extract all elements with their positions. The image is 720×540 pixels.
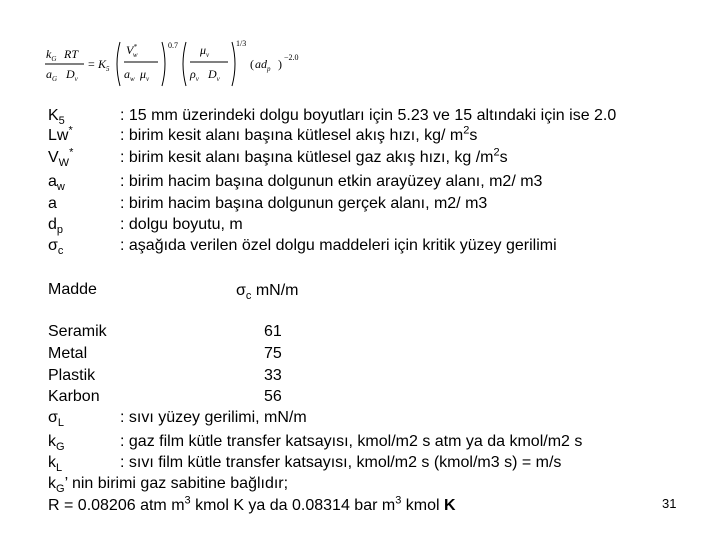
definition-text: : sıvı film kütle transfer katsayısı, kmol/m2 s (kmol/m3 s) = m/s xyxy=(120,454,562,471)
gas-constant-values: R = 0.08206 atm $m^3$ kmol K ya da 0.08314 bar $m^3$ kmol K xyxy=(48,494,456,514)
factor2-exponent: 1/3 xyxy=(236,39,247,48)
equals-sign: = xyxy=(88,57,95,71)
definition-text: : gaz film kütle transfer katsayısı, kmol/m2 s atm ya da kmol/m2 s xyxy=(120,433,583,450)
definition-symbol: Lw* xyxy=(48,124,73,144)
factor1-exponent: 0.7 xyxy=(168,41,178,50)
lhs-denominator-b: $D_v$ xyxy=(66,67,78,83)
definition-symbol: $V_W^*$ xyxy=(48,146,74,170)
definition-text: : 15 mm üzerindeki dolgu boyutları için 5.23 ve 15 altındaki için ise 2.0 xyxy=(120,107,617,124)
definition-text: : birim hacim başına dolgunun etkin arayüzey alanı, m2/ m3 xyxy=(120,173,543,190)
gas-constant-note: $k_G$’ nin birimi gaz sabitine bağlıdır; xyxy=(48,475,289,496)
lhs-numerator-a: $k_G$ xyxy=(46,47,57,63)
definition-text: : birim hacim başına dolgunun gerçek alanı, m2/ m3 xyxy=(120,195,488,212)
definition-symbol: $a_w$ xyxy=(48,173,65,194)
factor3-close-paren: ) xyxy=(278,57,282,71)
table-row-value: 56 xyxy=(264,388,282,405)
factor1-denominator-a: $a_w$ xyxy=(124,67,135,83)
definition-symbol: $\sigma_c$ xyxy=(48,237,64,258)
table-header-madde: Madde xyxy=(48,281,97,298)
definition-text: : birim kesit alanı başına kütlesel gaz akış hızı, kg $/m^2s$ xyxy=(120,146,508,166)
definition-text: : dolgu boyutu, m xyxy=(120,216,243,233)
factor1-denominator-b: $\mu_v$ xyxy=(140,67,150,83)
definition-symbol: $d_p$ xyxy=(48,216,64,237)
factor1-numerator: V* w xyxy=(126,43,138,59)
table-row-name: Plastik xyxy=(48,367,96,384)
definition-symbol: $k_G$ xyxy=(48,433,65,454)
table-row-name: Metal xyxy=(48,345,88,362)
coefficient: $K_5$ xyxy=(98,57,110,73)
factor2-denominator-b: $D_v$ xyxy=(208,67,220,83)
factor2-numerator: $\mu_v$ xyxy=(200,43,210,59)
definition-text: : sıvı yüzey gerilimi, mN/m xyxy=(120,409,307,426)
table-row-value: 61 xyxy=(264,323,282,340)
lhs-denominator-a: $a_G$ xyxy=(46,67,58,83)
table-row-value: 33 xyxy=(264,367,282,384)
lhs-numerator-b: RT xyxy=(64,47,79,61)
page-number: 31 xyxy=(662,496,677,511)
table-header-sigma-c: $\sigma_c$ mN/m xyxy=(236,282,299,303)
definition-symbol: $K_5$ xyxy=(48,107,65,128)
factor3-base: $ad_p$ xyxy=(255,57,271,73)
table-row-value: 75 xyxy=(264,345,282,362)
table-row-name: Karbon xyxy=(48,388,100,405)
definition-symbol: a xyxy=(48,195,57,212)
factor3-open-paren: ( xyxy=(250,57,254,71)
definition-text: : aşağıda verilen özel dolgu maddeleri için kritik yüzey gerilimi xyxy=(120,237,557,254)
factor2-denominator-a: $\rho_v$ xyxy=(190,67,199,83)
definition-symbol: $k_L$ xyxy=(48,454,63,475)
table-row-name: Seramik xyxy=(48,323,107,340)
factor3-exponent: −2.0 xyxy=(284,53,299,62)
mass-transfer-equation xyxy=(44,38,314,94)
definition-text: : birim kesit alanı başına kütlesel akış hızı, kg/ $m^2s$ xyxy=(120,124,478,144)
definition-symbol: $\sigma_L$ xyxy=(48,409,64,430)
